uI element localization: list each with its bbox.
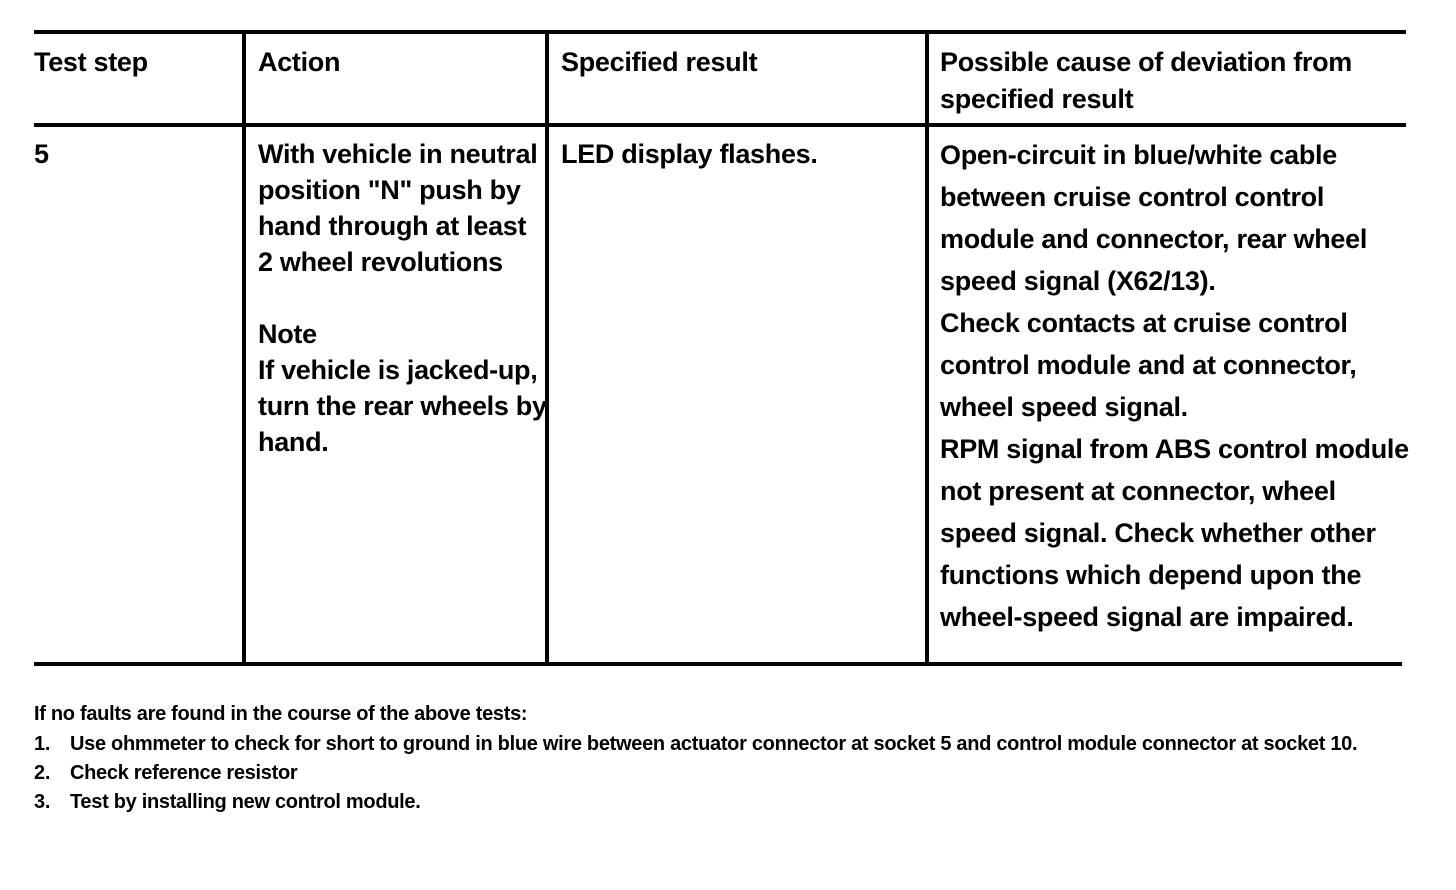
column-divider-1 (242, 30, 246, 666)
header-bottom-rule (34, 123, 1406, 127)
row-test-step: 5 (34, 139, 49, 169)
notes-list (34, 730, 1424, 817)
list-item (34, 788, 1424, 817)
footnotes (34, 700, 1424, 817)
list-item-text: Use ohmmeter to check for short to ground in blue wire between actuator connector at socket 5 and control module connector at socket 10. (70, 733, 1358, 755)
header-possible-cause: Possible cause of deviation from specified result (940, 47, 1353, 114)
row-specified-result: LED display flashes. (561, 139, 818, 169)
list-item (34, 730, 1424, 759)
note-text: If vehicle is jacked-up, turn the rear wheels by hand. (258, 355, 547, 457)
test-table (34, 30, 1409, 666)
list-item-text: Check reference resistor (70, 762, 298, 784)
note-label: Note (258, 319, 317, 349)
header-specified-result: Specified result (561, 47, 758, 77)
list-item-number: 1. (34, 733, 51, 755)
header-action: Action (258, 47, 341, 77)
column-divider-3 (925, 30, 929, 666)
cause-3: RPM signal from ABS control module not present at connector, wheel speed signal. Check whether other functions which depend upon the wheel-speed signal are impaired. (940, 434, 1409, 632)
list-item-number: 3. (34, 791, 51, 813)
row-possible-cause (940, 134, 1410, 638)
list-item (34, 759, 1424, 788)
header-test-step: Test step (34, 47, 148, 77)
cause-2: Check contacts at cruise control control module and at connector, wheel speed signal. (940, 308, 1357, 422)
notes-intro: If no faults are found in the course of the above tests: (34, 703, 528, 725)
row-action (258, 136, 548, 460)
list-item-text: Test by installing new control module. (70, 791, 421, 813)
table-top-rule (34, 30, 1406, 34)
action-text: With vehicle in neutral position "N" push by hand through at least 2 wheel revolutions (258, 139, 538, 277)
table-bottom-rule (34, 662, 1402, 666)
cause-1: Open-circuit in blue/white cable between cruise control control module and connector, rear wheel speed signal (X62/13). (940, 140, 1368, 296)
list-item-number: 2. (34, 762, 51, 784)
